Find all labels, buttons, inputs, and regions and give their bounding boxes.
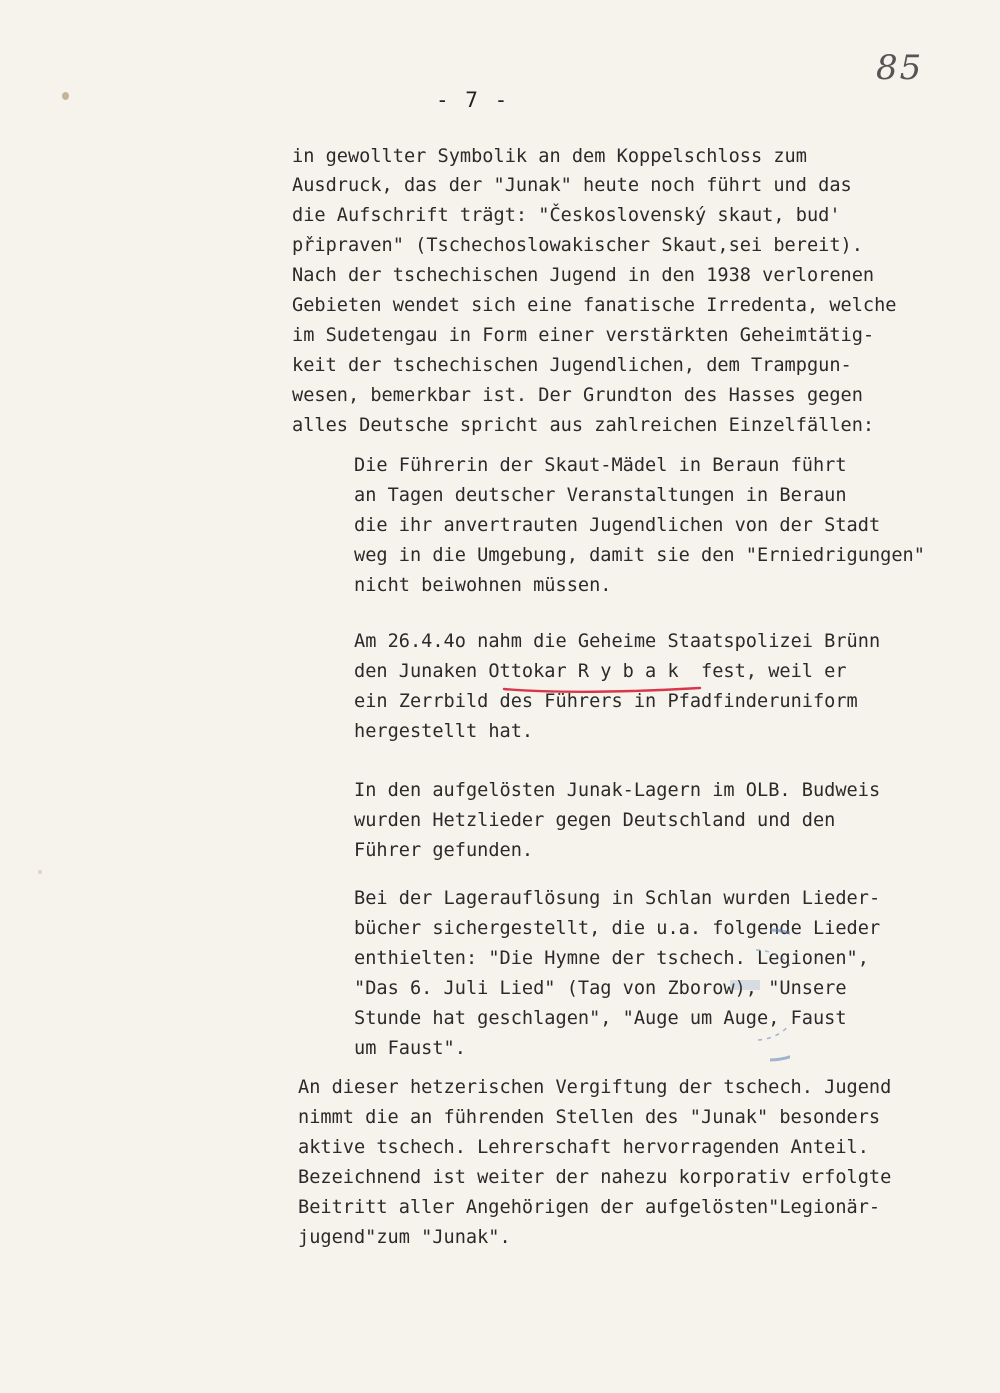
- text-line: alles Deutsche spricht aus zahlreichen Einzelfällen:: [292, 415, 875, 436]
- text-line: jugend"zum "Junak".: [298, 1227, 511, 1248]
- text-line: Beitritt aller Angehörigen der aufgelösten"Legionär-: [298, 1197, 881, 1218]
- text-line: ein Zerrbild des Führers in Pfadfinderuniform: [354, 691, 858, 712]
- page-number: - 7 -: [436, 88, 510, 112]
- text-line: weg in die Umgebung, damit sie den "Erniedrigungen": [354, 545, 925, 566]
- text-line: im Sudetengau in Form einer verstärkten Geheimtätig-: [292, 325, 875, 346]
- text-line: wesen, bemerkbar ist. Der Grundton des Hasses gegen: [292, 385, 863, 406]
- text-line: bücher sichergestellt, die u.a. folgende Lieder: [354, 918, 881, 939]
- paper-spot: [62, 92, 69, 100]
- paper-spot: [38, 870, 42, 874]
- text-line: die Aufschrift trägt: "Československý skaut, bud': [292, 205, 841, 226]
- text-line: in gewollter Symbolik an dem Koppelschloss zum: [292, 146, 807, 167]
- text-line: Nach der tschechischen Jugend in den 1938 verlorenen: [292, 265, 875, 286]
- text-line: Bezeichnend ist weiter der nahezu korporativ erfolgte: [298, 1167, 892, 1188]
- text-line: připraven" (Tschechoslowakischer Skaut,sei bereit).: [292, 235, 863, 256]
- text-line: nimmt die an führenden Stellen des "Junak" besonders: [298, 1107, 881, 1128]
- archive-page-number: 85: [876, 48, 924, 88]
- text-line: die ihr anvertrauten Jugendlichen von der Stadt: [354, 515, 881, 536]
- text-line: an Tagen deutscher Veranstaltungen in Beraun: [354, 485, 847, 506]
- text-line: keit der tschechischen Jugendlichen, dem Trampgun-: [292, 355, 852, 376]
- text-line: Bei der Lagerauflösung in Schlan wurden Lieder-: [354, 888, 881, 909]
- text-line: Führer gefunden.: [354, 840, 534, 861]
- text-line: um Faust".: [354, 1038, 466, 1059]
- text-line: "Das 6. Juli Lied" (Tag von Zborow), "Unsere: [354, 978, 847, 999]
- text-line: In den aufgelösten Junak-Lagern im OLB. Budweis: [354, 780, 881, 801]
- text-line: hergestellt hat.: [354, 721, 534, 742]
- text-line: den Junaken Ottokar R y b a k fest, weil er: [354, 661, 847, 682]
- text-line: Die Führerin der Skaut-Mädel in Beraun führt: [354, 455, 847, 476]
- text-line: Stunde hat geschlagen", "Auge um Auge, Faust: [354, 1008, 847, 1029]
- text-line: An dieser hetzerischen Vergiftung der tschech. Jugend: [298, 1077, 892, 1098]
- text-line: wurden Hetzlieder gegen Deutschland und den: [354, 810, 836, 831]
- text-line: nicht beiwohnen müssen.: [354, 575, 612, 596]
- text-line: Am 26.4.4o nahm die Geheime Staatspolizei Brünn: [354, 631, 881, 652]
- text-line: enthielten: "Die Hymne der tschech. Legionen",: [354, 948, 869, 969]
- text-line: Ausdruck, das der "Junak" heute noch führt und das: [292, 175, 852, 196]
- text-line: aktive tschech. Lehrerschaft hervorragenden Anteil.: [298, 1137, 869, 1158]
- text-line: Gebieten wendet sich eine fanatische Irredenta, welche: [292, 295, 897, 316]
